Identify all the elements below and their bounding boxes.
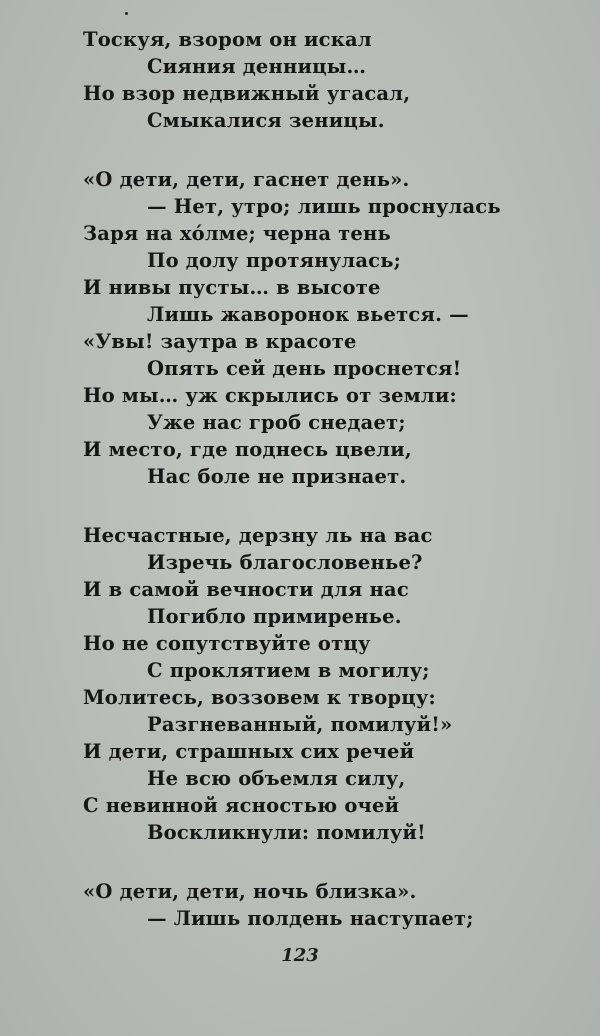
poem-line: Тоскуя, взором он искал (83, 28, 372, 51)
poem-line: По долу протянулась; (147, 249, 402, 272)
poem-line: С проклятием в могилу; (147, 659, 430, 682)
poem-line: Уже нас гроб снедает; (147, 411, 406, 434)
poem-line: Но взор недвижный угасал, (83, 82, 411, 105)
poem-line: Не всю объемля силу, (147, 767, 406, 790)
poem-line: Воскликнули: помилуй! (147, 821, 426, 844)
poem-line: Изречь благословенье? (147, 551, 423, 574)
poem-line: И дети, страшных сих речей (83, 740, 415, 763)
poem-line: Нас боле не признает. (147, 465, 407, 488)
poem-line: — Нет, утро; лишь проснулась (147, 195, 501, 218)
poem-line: Несчастные, дерзну ль на вас (83, 524, 433, 547)
poem-line: — Лишь полдень наступает; (147, 907, 474, 930)
poem-line: И место, где поднесь цвели, (83, 438, 412, 461)
poem-line: Разгневанный, помилуй!» (147, 713, 453, 736)
poem-line: Сияния денницы… (147, 55, 367, 78)
poem-line: «Увы! заутра в красоте (83, 330, 357, 353)
poem-line: Но не сопутствуйте отцу (83, 632, 371, 655)
poem-line: С невинной ясностью очей (83, 794, 400, 817)
poem-line: Но мы… уж скрылись от земли: (83, 384, 457, 407)
poem-line: «О дети, дети, гаснет день». (83, 168, 410, 191)
poem-line: «О дети, дети, ночь близка». (83, 880, 417, 903)
poem-line: Лишь жаворонок вьется. — (147, 303, 469, 326)
poem-line: И в самой вечности для нас (83, 578, 409, 601)
poem-line: Смыкалися зеницы. (147, 109, 385, 132)
poem-line: Молитесь, воззовем к творцу: (83, 686, 436, 709)
ink-speck (125, 12, 128, 15)
poem-line: Опять сей день проснется! (147, 357, 462, 380)
poem-line: И нивы пусты… в высоте (83, 276, 381, 299)
page-number: 123 (281, 945, 319, 966)
poem-line: Заря на хо́лме; черна тень (83, 222, 391, 245)
poem-line: Погибло примиренье. (147, 605, 402, 628)
